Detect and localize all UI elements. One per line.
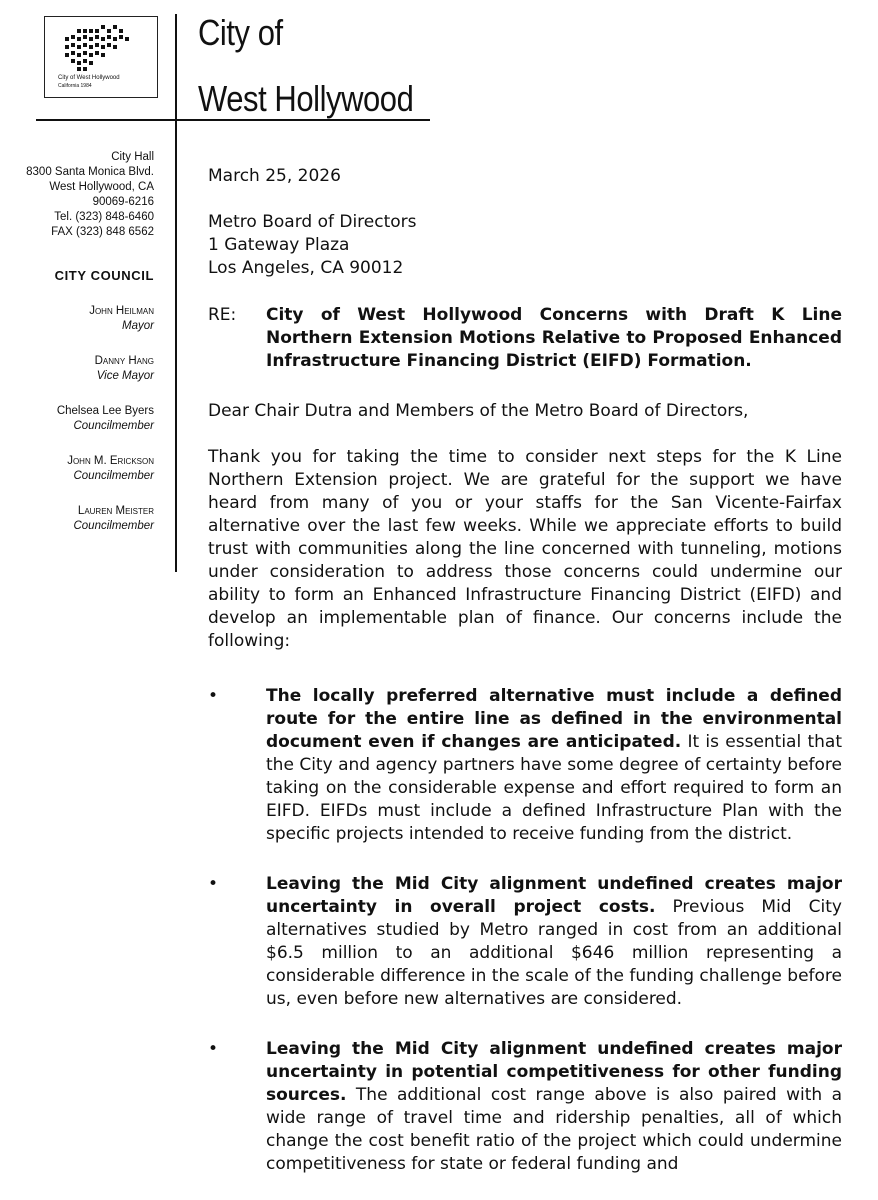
council-member (4, 454, 154, 484)
phone-line: Tel. (323) 848-6460 (54, 211, 154, 223)
member-title: Vice Mayor (96, 370, 154, 382)
recipient-line: Metro Board of Directors (208, 212, 417, 232)
member-name: Chelsea Lee Byers (56, 405, 154, 417)
logo-caption: City of West Hollywood (58, 75, 120, 81)
council-member (4, 504, 154, 534)
masthead-line-2: West Hollywood (198, 78, 414, 119)
bullet-icon: • (208, 874, 219, 894)
logo-subcaption: California 1984 (58, 83, 92, 89)
member-name: John M. Erickson (67, 455, 154, 467)
bullet-item (266, 873, 842, 1011)
letter-date: March 25, 2026 (208, 166, 341, 186)
city-logo (44, 16, 158, 98)
member-title: Councilmember (73, 470, 154, 482)
salutation: Dear Chair Dutra and Members of the Metro Board of Directors, (208, 401, 749, 421)
bullet-icon: • (208, 1039, 219, 1059)
member-name: Danny Hang (94, 355, 154, 367)
address-line: 90069-6216 (92, 196, 154, 208)
bullet-body: The additional cost range above is also paired with a wide range of travel time and ridership penalties, all of which change the cost benefit ratio of the project which could undermine competitiveness for state or federal funding and (266, 1085, 842, 1174)
council-member (4, 304, 154, 334)
city-seal-icon (55, 21, 149, 73)
member-title: Mayor (122, 320, 154, 332)
recipient-address (208, 211, 417, 280)
fax-line: FAX (323) 848 6562 (51, 226, 154, 238)
bullet-body: Previous Mid City alternatives studied by Metro ranged in cost from an additional $6.5 million to an additional $646 million representing a considerable difference in the scale of the funding challenge before us, even before new alternatives are considered. (266, 897, 842, 1009)
address-line: West Hollywood, CA (49, 181, 154, 193)
header-vertical-rule (175, 14, 177, 572)
bullet-item (266, 685, 842, 846)
re-label: RE: (208, 305, 237, 325)
member-title: Councilmember (73, 520, 154, 532)
masthead-line-1: City of (198, 12, 283, 53)
bullet-heading: Leaving the Mid City alignment undefined creates major uncertainty in potential competitiveness for other funding sources. (266, 1039, 842, 1105)
member-name: John Heilman (89, 305, 154, 317)
address-line: 8300 Santa Monica Blvd. (26, 166, 154, 178)
intro-paragraph: Thank you for taking the time to consider next steps for the K Line Northern Extension project. We are grateful for the support we have heard from many of you or your staffs for the San Vicente-Fairfax alternative over the last few weeks. While we appreciate efforts to build trust with communities along the line concerned with tunneling, motions under consideration to address those concerns could undermine our ability to form an Enhanced Infrastructure Financing District (EIFD) and develop an implementable plan of finance. Our concerns include the following: (208, 447, 842, 651)
council-member (4, 354, 154, 384)
re-subject: City of West Hollywood Concerns with Draft K Line Northern Extension Motions Relative to Proposed Enhanced Infrastructure Financing District (EIFD) Formation. (266, 305, 842, 371)
city-council-heading: CITY COUNCIL (54, 268, 154, 283)
sidebar-address (4, 150, 154, 240)
bullet-item (266, 1038, 842, 1176)
council-member (4, 404, 154, 434)
bullet-heading: Leaving the Mid City alignment undefined creates major uncertainty in overall project costs. (266, 874, 842, 917)
member-name: Lauren Meister (77, 505, 154, 517)
bullet-heading: The locally preferred alternative must include a defined route for the entire line as defined in the environmental document even if changes are anticipated. (266, 686, 842, 752)
recipient-line: Los Angeles, CA 90012 (208, 258, 404, 278)
address-line: City Hall (111, 151, 154, 163)
bullet-body: It is essential that the City and agency partners have some degree of certainty before taking on the considerable expense and effort required to form an EIFD. EIFDs must include a defined Infrastructure Plan with the specific projects intended to receive funding from the district. (266, 732, 842, 844)
bullet-icon: • (208, 686, 219, 706)
member-title: Councilmember (73, 420, 154, 432)
recipient-line: 1 Gateway Plaza (208, 235, 350, 255)
